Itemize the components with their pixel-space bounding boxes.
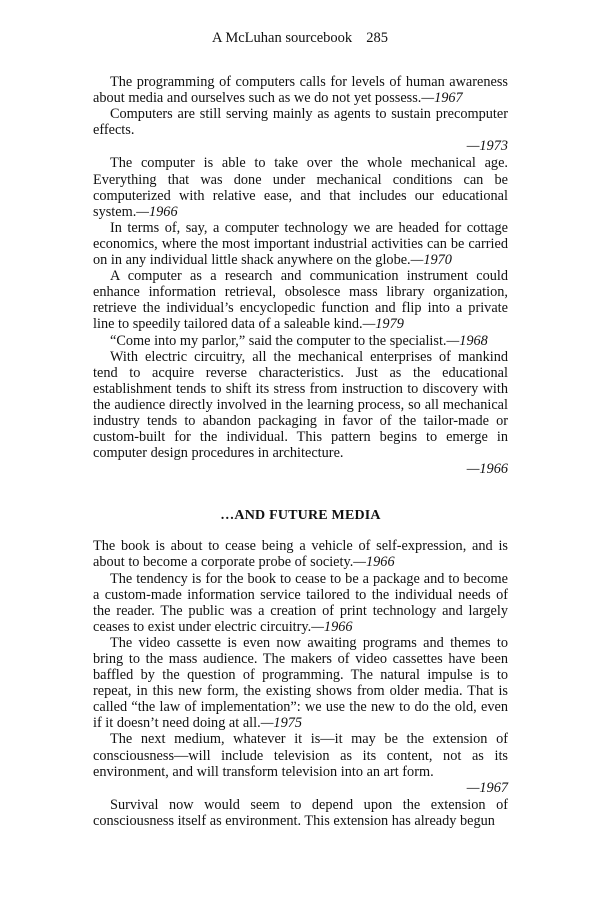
running-head bbox=[0, 29, 600, 47]
date-right: —1967 bbox=[466, 779, 508, 796]
paragraph-video-cassette bbox=[93, 635, 508, 732]
paragraph-survival bbox=[93, 797, 508, 829]
paragraph-next-medium bbox=[93, 731, 508, 779]
paragraph-text: The computer is able to take over the whole mechanical age. Everything that was done under mechanical conditions can be computerized with relative ease, and that includes our educational system. bbox=[93, 155, 508, 220]
section-heading: …AND FUTURE MEDIA bbox=[220, 508, 381, 524]
paragraph-text: Survival now would seem to depend upon the extension of consciousness itself as environment. This extension has already begun bbox=[93, 796, 508, 829]
paragraph-precomputer-effects bbox=[93, 106, 508, 138]
date-right: —1973 bbox=[466, 138, 508, 155]
paragraph-text: Computers are still serving mainly as agents to sustain precomputer effects. bbox=[93, 106, 508, 139]
date-inline: —1979 bbox=[362, 316, 404, 333]
running-title: A McLuhan sourcebook bbox=[212, 30, 353, 46]
date-inline: —1966 bbox=[136, 203, 178, 220]
date-inline: —1975 bbox=[260, 715, 303, 732]
paragraph-text: “Come into my parlor,” said the computer to the specialist. bbox=[110, 332, 447, 349]
date-right: —1966 bbox=[466, 461, 508, 478]
paragraph-text: With electric circuitry, all the mechanical enterprises of mankind tend to acquire reverse characteristics. Just as the educational establishment tends to shift its stress from instruction to discovery with the audience directly involved in the learning process, so all mechanical industry tends to abandon packaging in favor of the tailor-made or custom-built for the individual. This pattern begins to emerge in computer design procedures in architecture. bbox=[93, 348, 508, 462]
paragraph-text: The next medium, whatever it is—it may be the extension of consciousness—will include television as its content, not as its environment, and will transform television into an art form. bbox=[93, 731, 508, 780]
paragraph-text: A computer as a research and communication instrument could enhance information retrieval, obsolesce mass library organization, retrieve the individual’s encyclopedic function and flip into a private line to speedily tailored data of a saleable kind. bbox=[93, 268, 508, 333]
date-inline: —1966 bbox=[353, 554, 395, 571]
paragraph-cottage-economics bbox=[93, 220, 508, 268]
date-inline: —1968 bbox=[446, 332, 488, 349]
paragraph-text: The programming of computers calls for levels of human awareness about media and ourselves such as we do not yet possess. bbox=[93, 74, 508, 107]
body-text bbox=[93, 74, 508, 829]
paragraph-mechanical-age bbox=[93, 155, 508, 219]
paragraph-text: The tendency is for the book to cease to be a package and to become a custom-made information service tailored to the individual needs of the reader. The public was a creation of print technology and largely ceases to exist under electric circuitry. bbox=[93, 570, 508, 635]
date-inline: —1966 bbox=[311, 618, 353, 635]
paragraph-computer-awareness bbox=[93, 74, 508, 106]
date-inline: —1970 bbox=[410, 252, 452, 269]
paragraph-text: The video cassette is even now awaiting programs and themes to bring to the mass audience. The makers of video cassettes have been baffled by the question of programming. The natural impulse is to repeat, in this new form, the existing shows from older media. That is called “the law of implementation”: we use the new to do the old, even if it doesn’t need doing at all. bbox=[93, 634, 508, 732]
paragraph-electric-circuitry bbox=[93, 349, 508, 462]
page-number: 285 bbox=[366, 30, 388, 46]
paragraph-book-package bbox=[93, 571, 508, 635]
date-inline: —1967 bbox=[421, 90, 463, 107]
paragraph-research-instrument bbox=[93, 268, 508, 332]
paragraph-text: In terms of, say, a computer technology we are headed for cottage economics, where the most important industrial activities can be carried on in any individual little shack anywhere on the globe. bbox=[93, 219, 508, 269]
paragraph-text: The book is about to cease being a vehicle of self-expression, and is about to become a corporate probe of society. bbox=[93, 538, 508, 571]
paragraph-book-vehicle bbox=[93, 538, 508, 570]
paragraph-parlor bbox=[93, 333, 508, 349]
